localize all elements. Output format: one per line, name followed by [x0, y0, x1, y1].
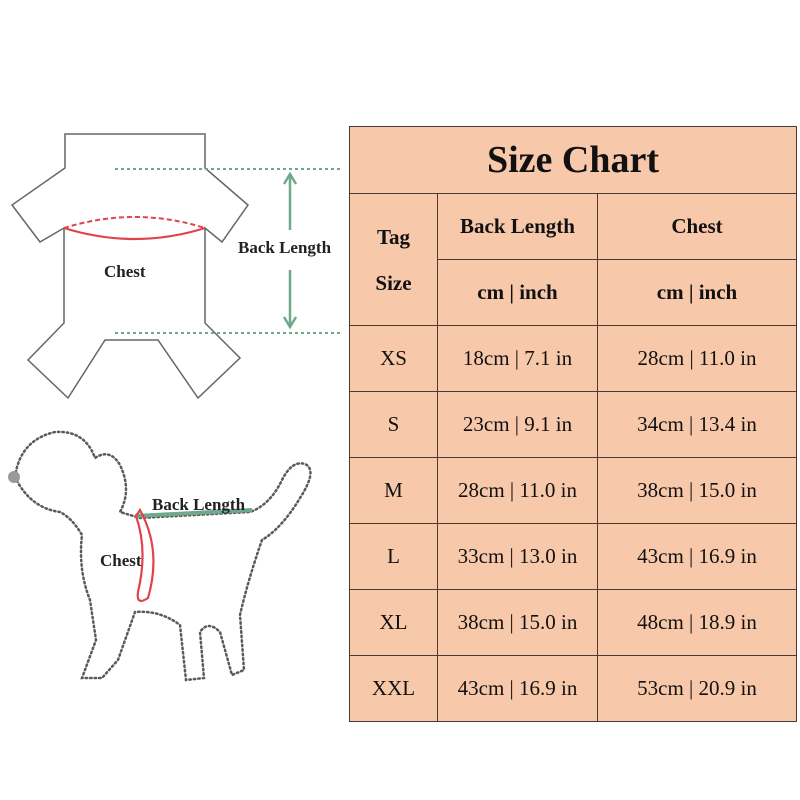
back-length-cell: 28cm | 11.0 in	[438, 458, 598, 524]
size-cell: S	[350, 392, 438, 458]
size-chart-title: Size Chart	[350, 127, 797, 194]
table-row	[350, 326, 797, 392]
size-cell: XXL	[350, 656, 438, 722]
back-length-header: Back Length	[438, 194, 598, 260]
size-cell: L	[350, 524, 438, 590]
chest-cell: 53cm | 20.9 in	[598, 656, 797, 722]
dog-back-length-label: Back Length	[152, 495, 246, 514]
chest-cell: 38cm | 15.0 in	[598, 458, 797, 524]
dog-chest-label: Chest	[100, 551, 142, 570]
garment-diagram	[0, 120, 350, 410]
dog-nose	[8, 471, 20, 483]
tag-header-line2: Size	[375, 270, 412, 295]
chest-header: Chest	[598, 194, 797, 260]
back-length-cell: 33cm | 13.0 in	[438, 524, 598, 590]
chest-cell: 43cm | 16.9 in	[598, 524, 797, 590]
size-cell: M	[350, 458, 438, 524]
table-row	[350, 656, 797, 722]
tag-size-header	[350, 194, 438, 326]
chest-unit-header: cm | inch	[598, 260, 797, 326]
chest-cell: 34cm | 13.4 in	[598, 392, 797, 458]
table-row	[350, 392, 797, 458]
table-row	[350, 458, 797, 524]
table-row	[350, 590, 797, 656]
back-length-cell: 43cm | 16.9 in	[438, 656, 598, 722]
back-length-cell: 23cm | 9.1 in	[438, 392, 598, 458]
size-cell: XS	[350, 326, 438, 392]
chest-cell: 28cm | 11.0 in	[598, 326, 797, 392]
table-row	[350, 524, 797, 590]
size-cell: XL	[350, 590, 438, 656]
size-chart-table	[349, 126, 797, 722]
garment-back-length-label: Back Length	[238, 238, 332, 257]
dog-diagram	[0, 420, 350, 710]
back-length-cell: 18cm | 7.1 in	[438, 326, 598, 392]
dog-outline	[15, 432, 310, 680]
chest-cell: 48cm | 18.9 in	[598, 590, 797, 656]
back-length-unit-header: cm | inch	[438, 260, 598, 326]
garment-chest-label: Chest	[104, 262, 146, 281]
tag-header-line1: Tag	[376, 224, 411, 249]
back-length-cell: 38cm | 15.0 in	[438, 590, 598, 656]
